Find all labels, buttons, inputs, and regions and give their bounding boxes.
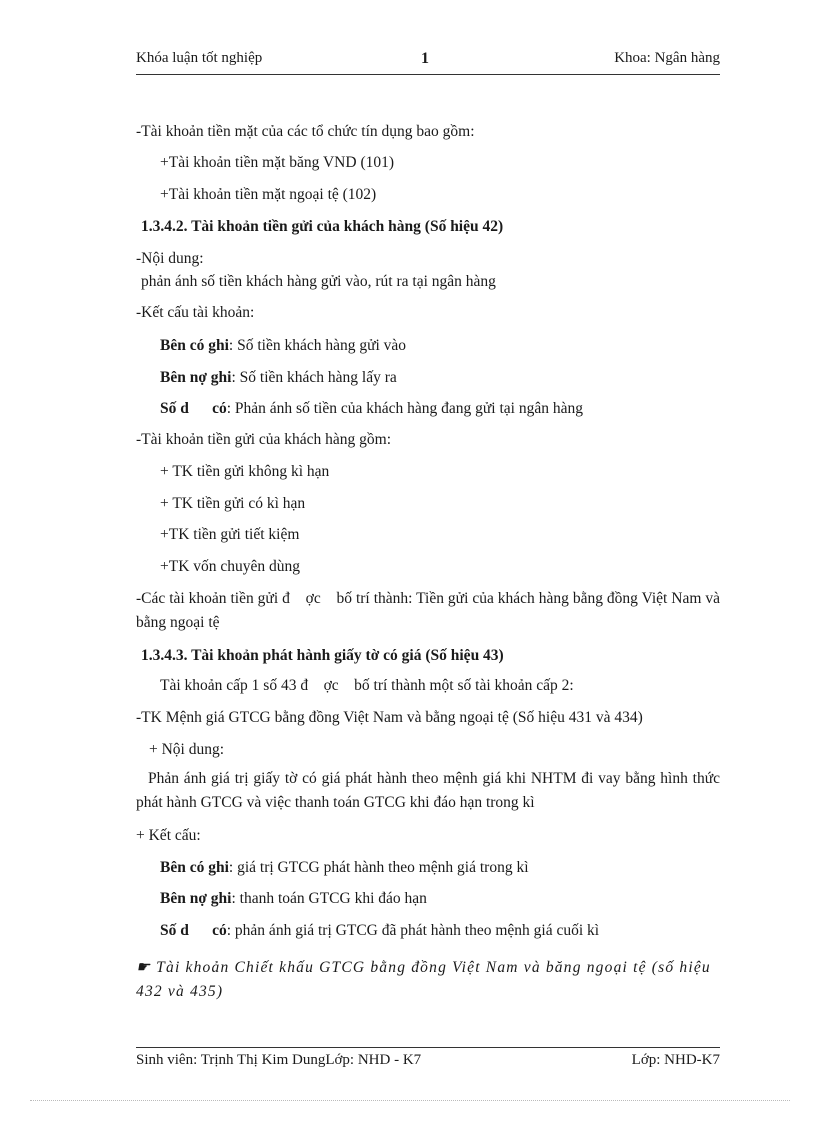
text-line: +TK tiền gửi tiết kiệm [160, 526, 300, 543]
page-number: 1 [421, 50, 429, 67]
text-line: -TK Mệnh giá GTCG bằng đồng Việt Nam và bằng ngoại tệ (Số hiệu 431 và 434) [136, 709, 643, 726]
text-line: + TK tiền gửi không kì hạn [160, 463, 330, 480]
text-line: -Tài khoản tiền gửi của khách hàng gồm: [136, 431, 392, 448]
paragraph: Phản ánh giá trị giấy tờ có giá phát hành theo mệnh giá khi NHTM đi vay bằng hình thức phát hành GTCG và việc thanh toán GTCG khi đáo hạn trong kì [136, 770, 720, 811]
section-heading: 1.3.4.2. Tài khoản tiền gửi của khách hàng (Số hiệu 42) [141, 218, 504, 235]
text-line [160, 889, 427, 909]
term-desc: : phản ánh giá trị GTCG đã phát hành theo mệnh giá cuối kì [226, 922, 600, 939]
text-line: + Nội dung: [149, 741, 225, 758]
text-line [160, 858, 529, 878]
text-line [160, 921, 599, 941]
text-line: +Tài khoản tiền mặt băng VND (101) [160, 154, 395, 171]
text-line: phản ánh số tiền khách hàng gửi vào, rút ra tại ngân hàng [141, 273, 496, 290]
footer-right: Lớp: NHD-K7 [631, 1052, 720, 1068]
term-desc: : Số tiền khách hàng gửi vào [228, 337, 407, 354]
header-right: Khoa: Ngân hàng [614, 50, 720, 66]
page-header [136, 50, 720, 75]
text-line: + TK tiền gửi có kì hạn [160, 495, 306, 512]
text-line: + Kết cấu: [136, 827, 201, 844]
text-line [160, 399, 583, 419]
page-break-divider [30, 1100, 790, 1101]
text-line: -Kết cấu tài khoản: [136, 304, 255, 321]
text-line [160, 336, 406, 356]
bold-term: Số d có [160, 922, 227, 939]
text-line: +Tài khoản tiền mặt ngoại tệ (102) [160, 186, 377, 203]
term-desc: : Số tiền khách hàng lấy ra [231, 369, 397, 386]
pointing-hand-icon: ☛ [136, 959, 157, 976]
text-line: -Nội dung: [136, 250, 204, 267]
term-desc: : thanh toán GTCG khi đáo hạn [231, 890, 427, 907]
bold-term: Bên nợ ghi [160, 369, 232, 386]
text-line: +TK vốn chuyên dùng [160, 558, 301, 575]
section-heading: 1.3.4.3. Tài khoản phát hành giấy tờ có giá (Số hiệu 43) [141, 647, 504, 664]
bold-term: Bên có ghi [160, 859, 229, 876]
text-line: Tài khoản cấp 1 số 43 đ ợc bố trí thành một số tài khoản cấp 2: [160, 677, 574, 694]
header-left: Khóa luận tốt nghiệp [136, 50, 263, 66]
paragraph: -Các tài khoản tiền gửi đ ợc bố trí thành: Tiền gửi của khách hàng bằng đồng Việt Nam và bằng ngoại tệ [136, 590, 724, 631]
term-desc: : Phản ánh số tiền của khách hàng đang gửi tại ngân hàng [226, 400, 583, 417]
page-footer [136, 1047, 720, 1068]
bold-term: Số d có [160, 400, 227, 417]
text-line: -Tài khoản tiền mặt của các tổ chức tín dụng bao gồm: [136, 123, 475, 140]
italic-text: Tài khoản Chiết khấu GTCG bằng đồng Việt Nam và băng ngoại tệ (số hiệu 432 và 435) [136, 959, 711, 1000]
italic-paragraph [136, 956, 720, 1004]
text-line [160, 368, 397, 388]
footer-left: Sinh viên: Trịnh Thị Kim DungLớp: NHD - K7 [136, 1052, 422, 1068]
term-desc: : giá trị GTCG phát hành theo mệnh giá trong kì [228, 859, 529, 876]
bold-term: Bên nợ ghi [160, 890, 232, 907]
bold-term: Bên có ghi [160, 337, 229, 354]
